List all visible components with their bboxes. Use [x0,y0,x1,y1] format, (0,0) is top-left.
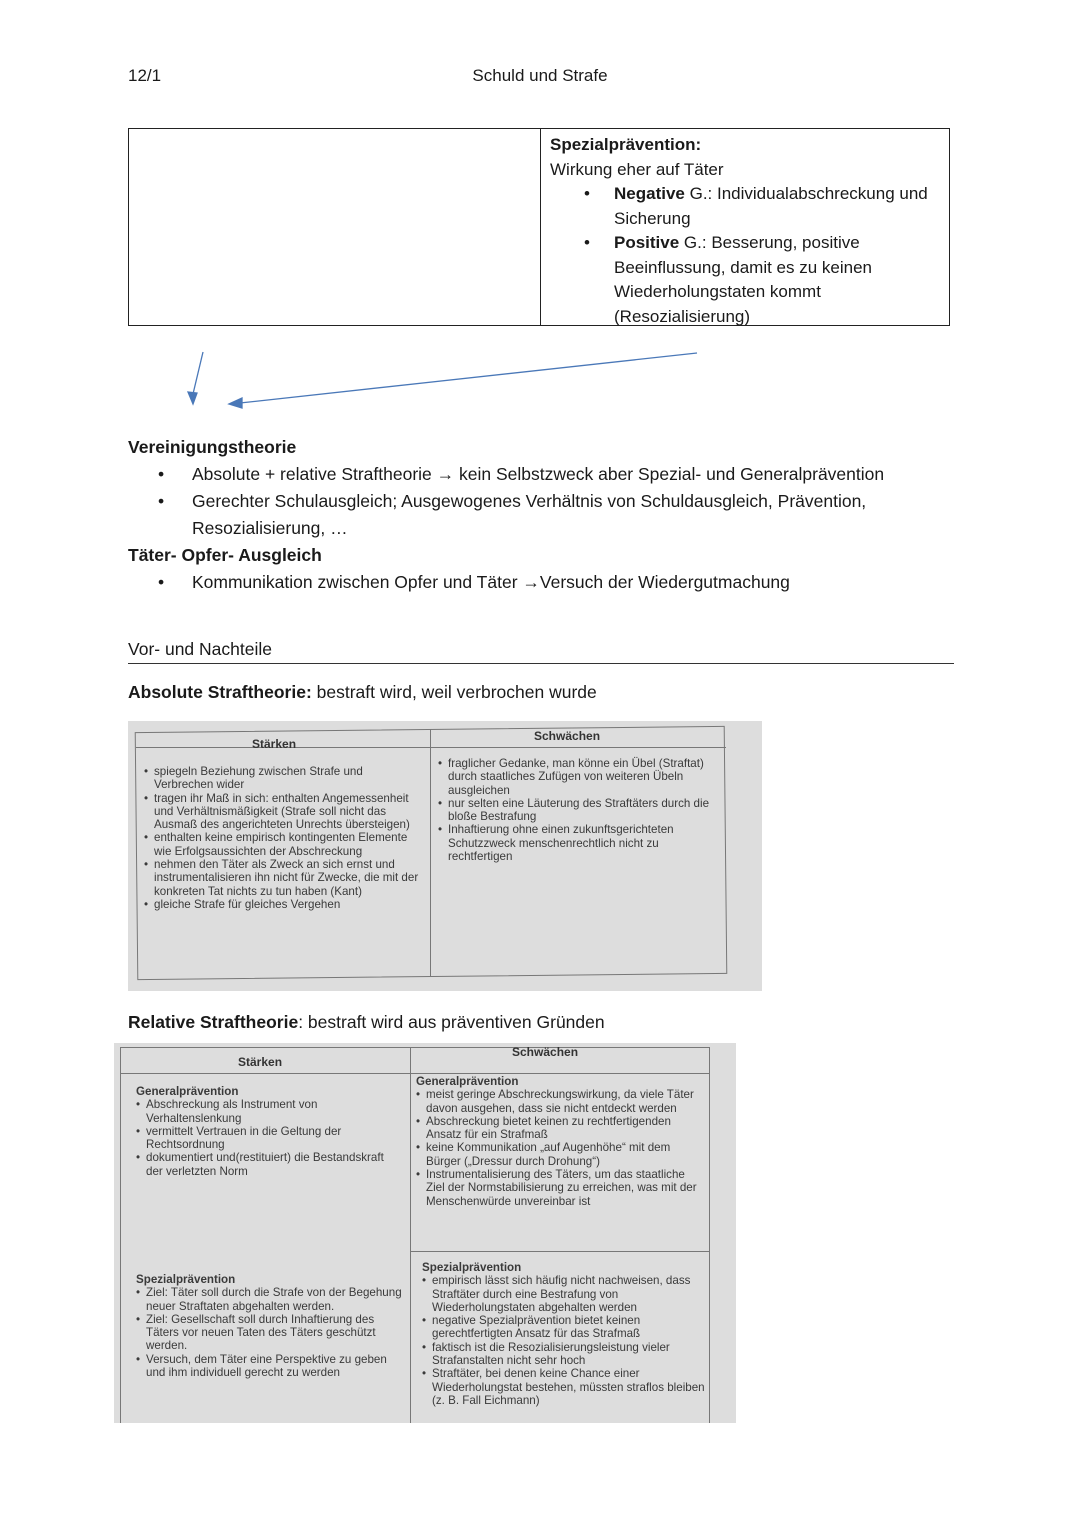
list-item: • keine Kommunikation „auf Augenhöhe“ mit dem Bürger („Dressur durch Drohung“) [416,1141,704,1168]
bullet-icon: • [584,184,590,203]
table-row-line [410,1251,710,1252]
list-item: • negative Spezialprävention bietet keinen gerechtfertigten Ansatz für das Strafmaß [422,1314,708,1341]
table-cell-right [550,133,943,329]
list-item: • Ziel: Gesellschaft soll durch Inhaftierung des Täters vor neuen Taten des Täters geschützt werden. [136,1313,406,1353]
bullet-icon: • [158,572,165,592]
vereinigung-section [128,434,988,596]
item-text: Gerechter Schulausgleich; Ausgewogenes Verhältnis von Schuldausgleich, Prävention, Resozialisierung, … [192,491,867,538]
absolute-title: Absolute Straftheorie: [128,682,312,702]
item-bold: Negative [614,184,685,203]
absolute-table-photo [128,721,762,991]
list-item: • fraglicher Gedanke, man könne ein Übel (Straftat) durch staatliches Zufügen von weiteren Übeln ausgleichen [438,757,714,797]
staerken-spezial-cell [136,1273,406,1379]
table-header-line [136,747,726,748]
list-item: • meist geringe Abschreckungswirkung, da viele Täter davon ausgehen, dass sie nicht entdeckt werden [416,1088,704,1115]
list-item: • vermittelt Vertrauen in die Geltung der Rechtsordnung [136,1125,398,1152]
subhead-spezial: Spezialprävention [422,1261,522,1274]
arrows-graphic [0,340,1080,420]
relative-heading [128,1012,605,1033]
list-item: • Versuch, dem Täter eine Perspektive zu geben und ihm individuell gerecht zu werden [136,1353,406,1380]
section-heading: Täter- Opfer- Ausgleich [128,545,322,565]
vor-nachteile-heading: Vor- und Nachteile [128,639,272,659]
schwaechen-general-cell [416,1075,704,1208]
list-item: • Ziel: Täter soll durch die Strafe von der Begehung neuer Straftaten abgehalten werden. [136,1286,406,1313]
item-text: Absolute + relative Straftheorie → kein Selbstzweck aber Spezial- und Generalprävention [192,464,885,484]
subhead-general: Generalprävention [136,1085,239,1098]
staerken-cell [144,765,424,911]
list-item: • spiegeln Beziehung zwischen Strafe und Verbrechen wider [144,765,424,792]
subhead-spezial: Spezialprävention [136,1273,236,1286]
subhead-general: Generalprävention [416,1075,519,1088]
arrow-down-icon [193,352,203,394]
page-number: 12/1 [128,66,162,85]
schwaechen-cell [438,757,714,863]
absolute-heading [128,682,597,703]
col-staerken: Stärken [238,1055,283,1069]
item-text: Kommunikation zwischen Opfer und Täter →Versuch der Wiedergutmachung [192,572,790,592]
list-item: • nehmen den Täter als Zweck an sich ernst und instrumentalisieren ihn nicht für Zwecke, die mit der konkreten Tat nichts zu tun haben (Kant) [144,858,424,898]
list-item: • nur selten eine Läuterung des Straftäters durch die bloße Bestrafung [438,797,714,824]
list-item: • Inhaftierung ohne einen zukunftsgerichteten Schutzzweck menschenrechtlich nicht zu rechtfertigen [438,823,714,863]
page-title: Schuld und Strafe [472,66,608,85]
table-divider [410,1047,411,1423]
relative-title: Relative Straftheorie [128,1012,299,1032]
bullet-icon: • [158,491,165,511]
spezialpraevention-table [128,128,950,326]
spezial-list [550,182,943,329]
list-item: • Straftäter, bei denen keine Chance einer Wiederholungstat bestehen, müssten straflos bleiben (z. B. Fall Eichmann) [422,1367,708,1407]
spezial-title: Spezialprävention: [550,135,702,154]
item-text: G.: Besserung, positive Beeinflussung, damit es zu keinen Wiederholungstaten kommt (Resozialisierung) [614,233,872,326]
col-staerken: Stärken [252,737,297,751]
staerken-general-cell [136,1085,398,1178]
arrowhead-icon [188,392,197,404]
relative-subtitle: : bestraft wird aus präventiven Gründen [298,1012,605,1032]
schwaechen-spezial-cell [422,1261,708,1407]
item-text: G.: Individualabschreckung und Sicherung [614,184,928,228]
list-item [128,569,988,596]
list-item: • empirisch lässt sich häufig nicht nachweisen, dass Straftäter durch eine Bestrafung von Wiederholungstaten abgehalten werden [422,1274,708,1314]
arrow-left-icon [240,353,697,403]
list-item: • Abschreckung als Instrument von Verhaltenslenkung [136,1098,398,1125]
vereinigung-list [128,461,988,542]
col-schwaechen: Schwächen [534,729,601,743]
list-item [128,488,988,542]
toa-list [128,569,988,596]
absolute-subtitle: bestraft wird, weil verbrochen wurde [311,682,597,702]
list-item [128,461,988,488]
list-item: • enthalten keine empirisch kontingenten Elemente wie Erfolgsaussichten der Abschreckung [144,831,424,858]
list-item: • dokumentiert und(restituiert) die Bestandskraft der verletzten Norm [136,1151,398,1178]
list-item [550,231,943,329]
list-item [550,182,943,231]
col-schwaechen: Schwächen [512,1045,579,1059]
list-item: • faktisch ist die Resozialisierungsleistung vieler Strafanstalten nicht sehr hoch [422,1341,708,1368]
list-item: • gleiche Strafe für gleiches Vergehen [144,898,424,911]
list-item: • Abschreckung bietet keinen zu rechtfertigenden Ansatz für ein Strafmaß [416,1115,704,1142]
section-heading: Vereinigungstheorie [128,437,297,457]
divider-line [128,663,954,664]
item-bold: Positive [614,233,680,252]
arrowhead-icon [229,398,242,408]
list-item: • Instrumentalisierung des Täters, um das staatliche Ziel der Normstabilisierung zu erreichen, was mit der Menschenwürde unvereinbar ist [416,1168,704,1208]
list-item: • tragen ihr Maß in sich: enthalten Angemessenheit und Verhältnismäßigkeit (Strafe soll nicht das Ausmaß des angerichteten Unrechts übersteigen) [144,792,424,832]
bullet-icon: • [584,233,590,252]
table-divider [430,729,431,977]
table-header-line [120,1073,710,1074]
bullet-icon: • [158,464,165,484]
relative-table-photo [114,1043,736,1423]
table-divider [540,129,541,325]
spezial-subtitle: Wirkung eher auf Täter [550,159,724,179]
